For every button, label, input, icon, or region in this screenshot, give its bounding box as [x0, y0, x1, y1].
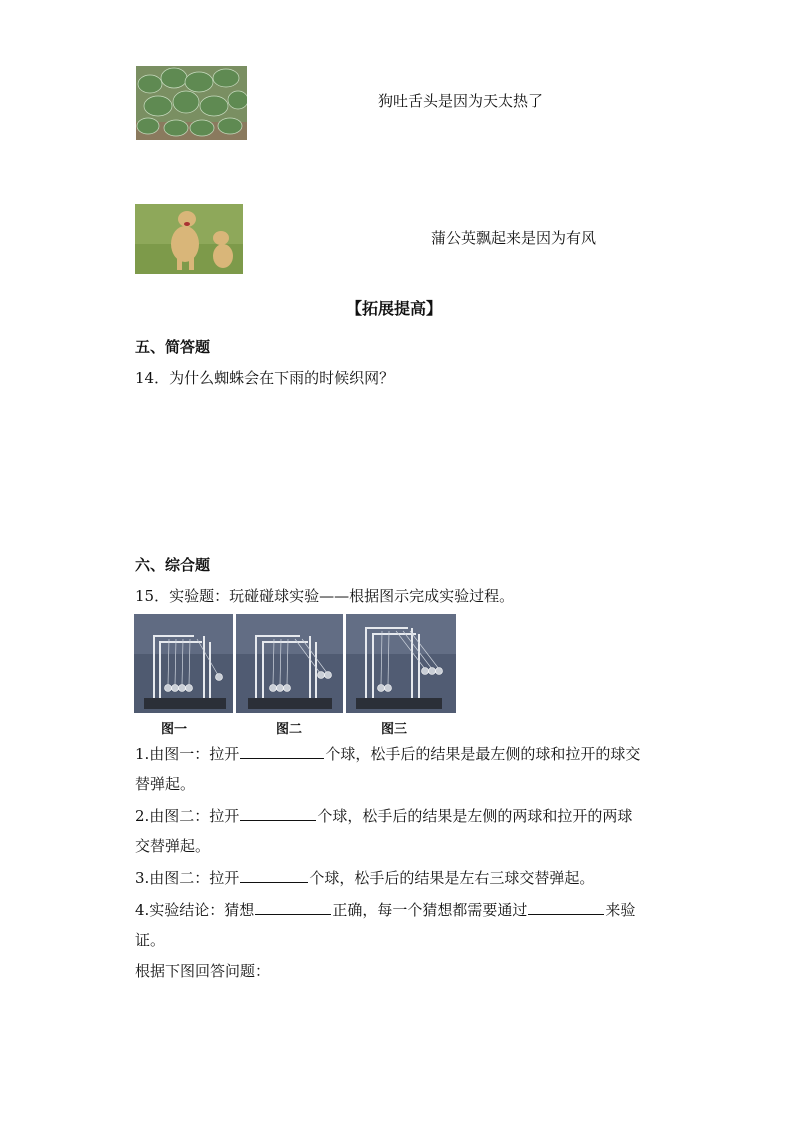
fill-item-2-line2: 交替弹起。 [135, 837, 211, 855]
fill-item-1-prefix: 1.由图一：拉开 [135, 745, 240, 763]
fill-item-1-suffix: 个球，松手后的结果是最左侧的球和拉开的球交 [325, 745, 641, 763]
question-14: 14．为什么蜘蛛会在下雨的时候织网？ [135, 369, 395, 387]
fill-item-2 [135, 805, 632, 826]
fill-item-4-prefix: 4.实验结论：猜想 [135, 901, 255, 919]
fill-item-4 [135, 899, 635, 920]
fill-item-2-prefix: 2.由图二：拉开 [135, 807, 240, 825]
fill-item-3 [135, 867, 594, 888]
fill-item-4-middle: 正确，每一个猜想都需要通过 [332, 901, 528, 919]
answer-blank-4a[interactable] [255, 899, 331, 915]
figure-caption-2: 图二 [275, 722, 302, 737]
matching-text-1: 狗吐舌头是因为天太热了 [378, 92, 544, 110]
section5-heading: 五、简答题 [135, 338, 211, 356]
fill-item-1-line2: 替弹起。 [135, 775, 196, 793]
puppies-image [135, 204, 243, 274]
fill-item-1 [135, 743, 640, 764]
section-extend-title: 【拓展提高】 [346, 299, 443, 318]
fill-item-2-suffix: 个球，松手后的结果是左侧的两球和拉开的两球 [317, 807, 633, 825]
fill-item-4-line2: 证。 [135, 931, 166, 949]
newton-cradle-figure-3 [346, 614, 456, 713]
section6-heading: 六、综合题 [135, 556, 211, 574]
figure-prompt: 根据下图回答问题： [135, 962, 271, 980]
fill-item-3-prefix: 3.由图二：拉开 [135, 869, 240, 887]
matching-text-2: 蒲公英飘起来是因为有风 [431, 229, 597, 247]
newton-cradle-figure-1 [134, 614, 233, 713]
vegetable-leaves-image [136, 66, 247, 140]
figure-caption-1: 图一 [160, 722, 187, 737]
answer-blank-2[interactable] [240, 805, 316, 821]
question-15: 15．实验题：玩碰碰球实验——根据图示完成实验过程。 [135, 587, 515, 605]
answer-blank-3[interactable] [240, 867, 308, 883]
answer-blank-4b[interactable] [528, 899, 604, 915]
fill-item-3-suffix: 个球，松手后的结果是左右三球交替弹起。 [309, 869, 595, 887]
fill-item-4-suffix: 来验 [605, 901, 636, 919]
newton-cradle-figure-2 [236, 614, 343, 713]
figure-caption-3: 图三 [380, 722, 407, 737]
answer-blank-1[interactable] [240, 743, 324, 759]
